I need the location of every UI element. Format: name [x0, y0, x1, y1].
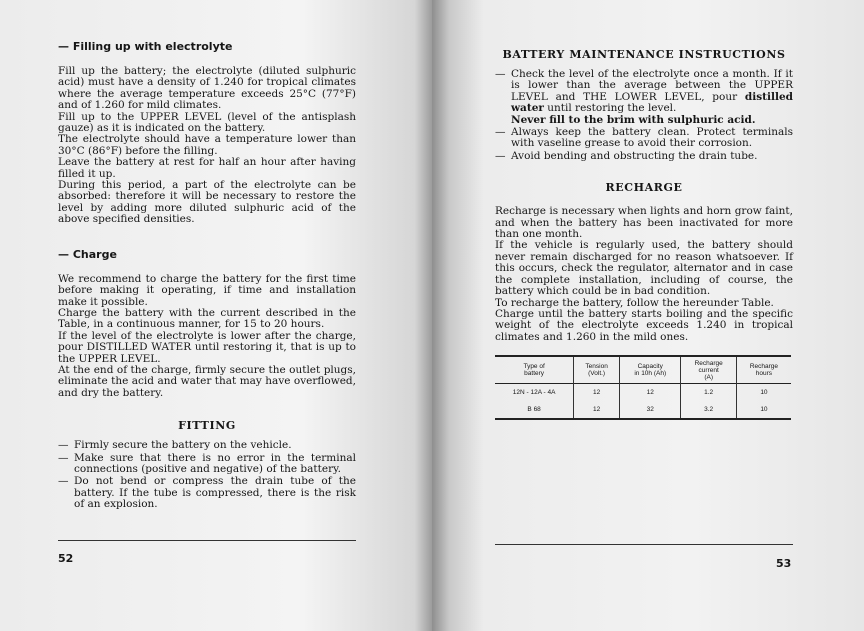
header-line: (A) [704, 373, 713, 381]
table-header-row [495, 356, 791, 384]
list-item: — Always keep the battery clean. Protect terminals with vaseline grease to avoid their corrosion. [495, 127, 793, 150]
filling-paragraph: Fill up the battery; the electrolyte (diluted sulphuric acid) must have a density of 1.240 for tropical climates where the average temperature exceeds 25°C (77°F) and of 1.260 for mild climates. [58, 65, 356, 112]
charge-paragraph: We recommend to charge the battery for the first time before making it operating, if time and installation make it possible. [58, 272, 356, 308]
header-line: Tension [585, 363, 608, 371]
charge-paragraph: At the end of the charge, firmly secure the outlet plugs, eliminate the acid and water that may have overflowed, and dry the battery. [58, 363, 356, 399]
table-row [495, 384, 791, 402]
table-cell: 12 [574, 384, 620, 402]
recharge-table [495, 355, 791, 420]
maintenance-bold: distilled water [511, 90, 793, 115]
table-cell: 12N - 12A - 4A [512, 389, 556, 397]
list-item [495, 69, 793, 126]
table-cell: B 68 [527, 406, 541, 414]
recharge-heading: RECHARGE [605, 181, 683, 195]
header-line: battery [524, 370, 545, 378]
header-line: Capacity [637, 363, 663, 371]
list-item: — Do not bend or compress the drain tube of the battery. If the tube is compressed, there is the risk of an explosion. [58, 476, 356, 510]
page-number: 52 [58, 552, 74, 565]
fitting-list [58, 440, 356, 510]
table-cell: 1.2 [681, 384, 736, 402]
header-line: (Volt.) [588, 370, 606, 378]
charge-paragraph: Charge the battery with the current described in the Table, in a continuous manner, for 15 to 20 hours. [58, 306, 356, 331]
table-row [495, 401, 791, 419]
recharge-paragraph: To recharge the battery, follow the hereunder Table. [495, 296, 774, 309]
filling-paragraph: During this period, a part of the electrolyte can be absorbed: therefore it will be necessary to restore the level by adding more diluted sulphuric acid of the above specified densities. [58, 179, 356, 226]
fitting-heading: FITTING [178, 419, 236, 433]
filling-heading: — Filling up with electrolyte [58, 40, 233, 53]
maintenance-text: Check the level of the electrolyte once a month. If it is lower than the average between the UPPER LEVEL and THE LOWER LEVEL, pour [511, 68, 793, 103]
table-cell: 12 [574, 401, 620, 419]
filling-paragraph: Fill up to the UPPER LEVEL (level of the antisplash gauze) as it is indicated on the battery. [58, 110, 356, 135]
recharge-paragraph: Recharge is necessary when lights and horn grow faint, and when the battery has been inactivated for more than one month. [495, 205, 793, 241]
recharge-paragraph: If the vehicle is regularly used, the battery should never remain discharged for no reason whatsoever. If this occurs, check the regulator, alternator and in case the complete installation, including of course, the battery which could be in bad condition. [495, 239, 793, 298]
charge-paragraph: If the level of the electrolyte is lower after the charge, pour DISTILLED WATER until restoring it, that is up to the UPPER LEVEL. [58, 329, 356, 365]
table-cell: 3.2 [681, 401, 736, 419]
maintenance-list [495, 69, 793, 162]
recharge-paragraph: Charge until the battery starts boiling and the specific weight of the electrolyte exceeds 1.240 in tropical climates and 1.260 in the mild ones. [495, 307, 793, 343]
maintenance-warning: Never fill to the brim with sulphuric acid. [511, 113, 756, 126]
list-item: — Make sure that there is no error in the terminal connections (positive and negative) of the battery. [58, 453, 356, 476]
footer-rule [58, 540, 356, 541]
header-line: in 10h (Ah) [634, 370, 667, 378]
filling-paragraph: Leave the battery at rest for half an hour after having filled it up. [58, 156, 356, 180]
filling-paragraph: The electrolyte should have a temperature lower than 30°C (86°F) before the filling. [58, 133, 356, 157]
header-current [681, 356, 736, 384]
right-page-content [495, 48, 793, 420]
header-line: Type of [523, 363, 545, 371]
page-number: 53 [776, 557, 792, 570]
header-line: Recharge [749, 363, 779, 371]
header-line: Recharge [694, 359, 723, 367]
left-page-content [58, 40, 356, 512]
maintenance-tail: until restoring the level. [547, 102, 677, 115]
list-item: — Firmly secure the battery on the vehicle. [58, 440, 356, 451]
table-cell: 12 [620, 384, 681, 402]
charge-heading: — Charge [58, 247, 117, 261]
header-capacity [620, 356, 681, 384]
table-cell: 32 [620, 401, 681, 419]
table-cell: 10 [736, 384, 791, 402]
header-line: hours [755, 370, 773, 378]
header-hours [736, 356, 791, 384]
footer-rule [495, 544, 793, 545]
header-type [495, 356, 574, 384]
list-item: — Avoid bending and obstructing the drain tube. [495, 151, 793, 162]
header-tension [574, 356, 620, 384]
table-cell: 10 [736, 401, 791, 419]
maintenance-heading: BATTERY MAINTENANCE INSTRUCTIONS [502, 48, 786, 61]
header-line: current [698, 366, 719, 374]
